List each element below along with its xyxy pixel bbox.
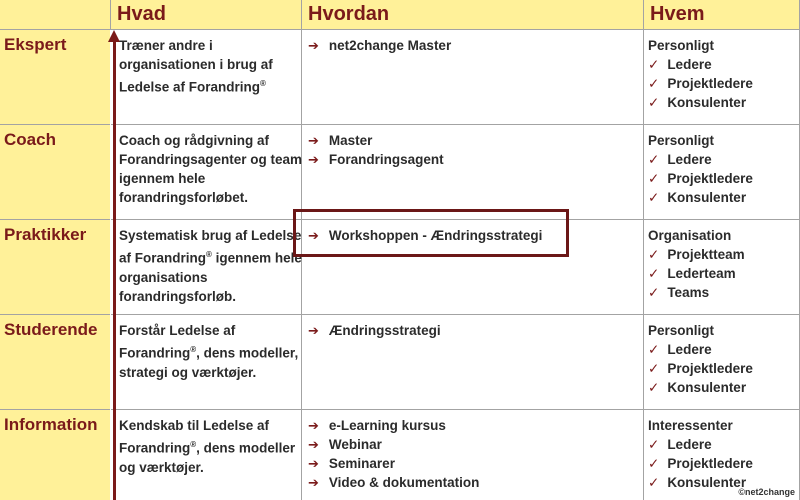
header-what-label: Hvad — [117, 3, 166, 25]
check-icon: ✓ — [648, 361, 660, 376]
check-icon: ✓ — [648, 152, 660, 167]
list-item — [648, 378, 753, 397]
what-text — [119, 226, 304, 306]
list-item — [648, 283, 745, 302]
list-item-text: Seminarer — [328, 456, 395, 471]
list-item — [308, 150, 444, 169]
registered-mark: ® — [190, 345, 197, 354]
list-item-text: Ledere — [667, 152, 712, 167]
list-item-text: Video & dokumentation — [328, 475, 480, 490]
header-who — [644, 0, 800, 30]
row-label-text: Information — [4, 415, 98, 434]
what-text — [119, 321, 304, 382]
row-label-text: Coach — [4, 130, 56, 149]
list-item-text: Konsulenter — [667, 95, 747, 110]
copyright-notice: ©net2change — [738, 487, 795, 497]
cell-how-ekspert — [302, 30, 644, 125]
list-item — [308, 36, 451, 55]
check-icon: ✓ — [648, 456, 660, 471]
list-item — [648, 454, 753, 473]
highlight-frame — [293, 209, 569, 257]
who-list — [648, 416, 753, 492]
list-item-text: Master — [328, 133, 373, 148]
list-item — [308, 473, 479, 492]
list-item-text: Projektledere — [667, 171, 753, 186]
cell-who-studerende — [644, 315, 800, 410]
list-item-text: net2change Master — [328, 38, 452, 53]
header-how-label: Hvordan — [308, 3, 390, 25]
who-category: Personligt — [648, 38, 715, 53]
corner-cell — [0, 0, 111, 30]
progression-axis-line — [113, 40, 116, 500]
who-list — [648, 36, 753, 112]
check-icon: ✓ — [648, 380, 660, 395]
what-text-main: Træner andre i organisationen i brug af Ledelse af Forandring — [119, 38, 273, 95]
arrow-right-icon: ➔ — [308, 133, 319, 148]
list-item — [648, 150, 753, 169]
arrow-right-icon: ➔ — [308, 437, 319, 452]
row-label-praktikker — [0, 220, 110, 315]
who-list — [648, 321, 753, 397]
arrow-right-icon: ➔ — [308, 323, 319, 338]
what-text-tail: igennem hele organisations forandringsforløb. — [119, 250, 302, 304]
list-item — [308, 321, 441, 340]
list-item-text: Ændringsstrategi — [328, 323, 441, 338]
who-category: Personligt — [648, 323, 715, 338]
list-item-text: e-Learning kursus — [328, 418, 446, 433]
list-item — [648, 169, 753, 188]
list-item — [308, 416, 479, 435]
arrow-right-icon: ➔ — [308, 475, 319, 490]
list-item-text: Ledere — [667, 57, 712, 72]
what-text-tail: , dens modeller, strategi og værktøjer. — [119, 345, 299, 380]
cell-who-ekspert — [644, 30, 800, 125]
cell-what-studerende — [111, 315, 302, 410]
cell-what-ekspert — [111, 30, 302, 125]
arrow-right-icon: ➔ — [308, 152, 319, 167]
check-icon: ✓ — [648, 266, 660, 281]
who-list — [648, 131, 753, 207]
arrow-up-icon — [108, 30, 120, 42]
registered-mark: ® — [190, 440, 197, 449]
what-text: Coach og rådgivning af Forandringsagenter og team igennem hele forandringsforløbet. — [119, 133, 303, 205]
check-icon: ✓ — [648, 57, 660, 72]
how-list — [308, 131, 444, 169]
row-label-text: Ekspert — [4, 35, 67, 54]
list-item — [648, 74, 753, 93]
cell-how-studerende — [302, 315, 644, 410]
cell-what-information — [111, 410, 302, 500]
check-icon: ✓ — [648, 475, 660, 490]
arrow-right-icon: ➔ — [308, 456, 319, 471]
arrow-right-icon: ➔ — [308, 228, 319, 243]
list-item — [648, 473, 753, 492]
what-text-main: Forstår Ledelse af Forandring — [119, 323, 236, 361]
registered-mark: ® — [260, 79, 266, 88]
row-label-information — [0, 410, 110, 500]
check-icon: ✓ — [648, 342, 660, 357]
what-text-main: Kendskab til Ledelse af Forandring — [119, 418, 270, 456]
list-item — [648, 93, 753, 112]
check-icon: ✓ — [648, 437, 660, 452]
list-item — [308, 131, 444, 150]
row-label-ekspert — [0, 30, 110, 125]
check-icon: ✓ — [648, 76, 660, 91]
row-label-coach — [0, 125, 110, 220]
how-list — [308, 416, 479, 492]
list-item-text: Projektledere — [667, 456, 753, 471]
list-item — [648, 264, 745, 283]
what-text — [119, 416, 304, 477]
list-item-text: Workshoppen - Ændringsstrategi — [328, 228, 543, 243]
arrow-right-icon: ➔ — [308, 38, 319, 53]
list-item-text: Ledere — [667, 437, 712, 452]
who-list — [648, 226, 745, 302]
what-text-tail: , dens modeller og værktøjer. — [119, 440, 296, 475]
what-text — [119, 36, 304, 97]
cell-what-praktikker — [111, 220, 302, 315]
list-item — [308, 435, 479, 454]
check-icon: ✓ — [648, 95, 660, 110]
list-item-text: Konsulenter — [667, 190, 747, 205]
header-how — [302, 0, 644, 30]
cell-how-coach — [302, 125, 644, 220]
list-item-text: Projektledere — [667, 361, 753, 376]
how-list — [308, 321, 441, 340]
who-category: Personligt — [648, 133, 715, 148]
list-item-text: Forandringsagent — [328, 152, 444, 167]
header-what — [111, 0, 302, 30]
list-item — [308, 454, 479, 473]
header-who-label: Hvem — [650, 3, 705, 25]
check-icon: ✓ — [648, 285, 660, 300]
row-label-text: Studerende — [4, 320, 98, 339]
who-category: Organisation — [648, 228, 732, 243]
who-category: Interessenter — [648, 418, 733, 433]
what-text-main: Systematisk brug af Ledelse af Forandring — [119, 228, 302, 266]
how-list — [308, 36, 451, 55]
list-item — [648, 340, 753, 359]
list-item-text: Ledere — [667, 342, 712, 357]
cell-who-coach — [644, 125, 800, 220]
list-item-text: Lederteam — [667, 266, 736, 281]
list-item-text: Projektledere — [667, 76, 753, 91]
list-item-text: Teams — [667, 285, 710, 300]
cell-what-coach — [111, 125, 302, 220]
cell-who-praktikker — [644, 220, 800, 315]
arrow-right-icon: ➔ — [308, 418, 319, 433]
list-item — [648, 435, 753, 454]
cell-how-information — [302, 410, 644, 500]
row-label-studerende — [0, 315, 110, 410]
list-item-text: Webinar — [328, 437, 382, 452]
list-item — [648, 55, 753, 74]
list-item-text: Konsulenter — [667, 475, 747, 490]
row-label-text: Praktikker — [4, 225, 87, 244]
check-icon: ✓ — [648, 190, 660, 205]
check-icon: ✓ — [648, 247, 660, 262]
list-item-text: Konsulenter — [667, 380, 747, 395]
registered-mark: ® — [206, 250, 212, 259]
list-item-text: Projektteam — [667, 247, 745, 262]
list-item — [648, 188, 753, 207]
check-icon: ✓ — [648, 171, 660, 186]
list-item — [648, 359, 753, 378]
list-item — [648, 245, 745, 264]
